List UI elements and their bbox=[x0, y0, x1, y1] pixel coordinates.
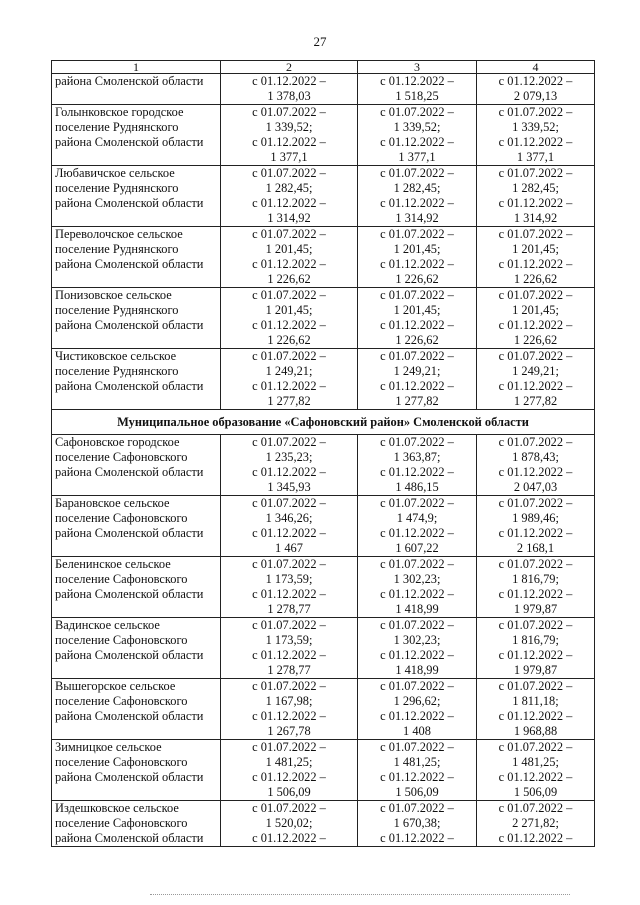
value-cell-col-2 bbox=[221, 557, 358, 618]
cell-line: с 01.12.2022 – bbox=[498, 135, 573, 149]
value-cell-col-2 bbox=[221, 435, 358, 496]
cell-line: с 01.12.2022 – bbox=[252, 318, 326, 332]
cell-line: 1 277,82 bbox=[513, 394, 558, 408]
header-col-4: 4 bbox=[477, 61, 595, 74]
cell-line: с 01.12.2022 – bbox=[380, 196, 454, 210]
cell-line: поселение Руднянского bbox=[55, 181, 179, 195]
cell-line: Вадинское сельское bbox=[55, 618, 160, 632]
cell-line: с 01.12.2022 – bbox=[498, 831, 573, 845]
value-cell-col-4 bbox=[477, 496, 595, 557]
cell-line: с 01.07.2022 – bbox=[498, 227, 573, 241]
value-cell-col-4 bbox=[477, 166, 595, 227]
value-cell-col-3 bbox=[358, 618, 477, 679]
cell-line: 1 979,87 bbox=[513, 663, 558, 677]
cell-line: с 01.07.2022 – bbox=[498, 166, 573, 180]
cell-line: 1 377,1 bbox=[516, 150, 555, 164]
cell-line: района Смоленской области bbox=[55, 196, 204, 210]
cell-line: с 01.07.2022 – bbox=[380, 557, 454, 571]
cell-line: с 01.07.2022 – bbox=[380, 618, 454, 632]
cell-line: с 01.12.2022 – bbox=[498, 709, 573, 723]
cell-line: с 01.07.2022 – bbox=[380, 740, 454, 754]
cell-line: поселение Сафоновского bbox=[55, 816, 188, 830]
table-row bbox=[52, 166, 595, 227]
value-cell-col-3 bbox=[358, 557, 477, 618]
cell-line: с 01.12.2022 – bbox=[498, 196, 573, 210]
value-cell-col-4 bbox=[477, 349, 595, 410]
cell-line: с 01.12.2022 – bbox=[252, 648, 326, 662]
table-row bbox=[52, 496, 595, 557]
cell-line: с 01.12.2022 – bbox=[252, 257, 326, 271]
cell-line: 1 467 bbox=[275, 541, 303, 555]
cell-line: поселение Сафоновского bbox=[55, 694, 188, 708]
cell-line: с 01.12.2022 – bbox=[380, 709, 454, 723]
cell-line: Переволочское сельское bbox=[55, 227, 183, 241]
tariff-table bbox=[51, 60, 595, 847]
cell-line: Беленинское сельское bbox=[55, 557, 171, 571]
page-number: 27 bbox=[313, 34, 327, 49]
settlement-name-cell bbox=[52, 227, 221, 288]
cell-line: с 01.07.2022 – bbox=[252, 679, 326, 693]
cell-line: с 01.07.2022 – bbox=[380, 349, 454, 363]
cell-line: 1 474,9; bbox=[396, 511, 438, 525]
cell-line: 1 377,1 bbox=[398, 150, 436, 164]
settlement-name-cell bbox=[52, 288, 221, 349]
cell-line: 1 314,92 bbox=[267, 211, 311, 225]
value-cell-col-2 bbox=[221, 349, 358, 410]
cell-line: 1 282,45; bbox=[393, 181, 441, 195]
value-cell-col-2 bbox=[221, 679, 358, 740]
table-row bbox=[52, 679, 595, 740]
cell-line: 1 481,25; bbox=[393, 755, 441, 769]
cell-line: с 01.07.2022 – bbox=[380, 679, 454, 693]
table-row bbox=[52, 801, 595, 847]
cell-line: 1 173,59; bbox=[265, 633, 313, 647]
cell-line: 1 506,09 bbox=[267, 785, 311, 799]
settlement-name-cell bbox=[52, 435, 221, 496]
cell-line: Сафоновское городское bbox=[55, 435, 180, 449]
cell-line: с 01.12.2022 – bbox=[380, 379, 454, 393]
cell-line: 1 249,21; bbox=[265, 364, 313, 378]
cell-line: 1 816,79; bbox=[512, 572, 559, 586]
cell-line: 1 408 bbox=[403, 724, 431, 738]
cell-line: с 01.12.2022 – bbox=[498, 257, 573, 271]
table-row bbox=[52, 618, 595, 679]
value-cell-col-2 bbox=[221, 496, 358, 557]
value-cell-col-3 bbox=[358, 74, 477, 105]
cell-line: с 01.07.2022 – bbox=[498, 679, 573, 693]
cell-line: 1 377,1 bbox=[270, 150, 308, 164]
cell-line: Голынковское городское bbox=[55, 105, 184, 119]
value-cell-col-4 bbox=[477, 557, 595, 618]
settlement-name-cell bbox=[52, 105, 221, 166]
cell-line: с 01.07.2022 – bbox=[252, 227, 326, 241]
cell-line: с 01.12.2022 – bbox=[252, 379, 326, 393]
cell-line: 1 201,45; bbox=[265, 242, 313, 256]
cell-line: 1 518,25 bbox=[395, 89, 439, 103]
table-row bbox=[52, 105, 595, 166]
cell-line: поселение Сафоновского bbox=[55, 450, 188, 464]
cell-line: района Смоленской области bbox=[55, 770, 204, 784]
cell-line: 1 226,62 bbox=[513, 333, 558, 347]
cell-line: с 01.07.2022 – bbox=[380, 288, 454, 302]
cell-line: 1 378,03 bbox=[267, 89, 311, 103]
cell-line: с 01.12.2022 – bbox=[252, 709, 326, 723]
cell-line: района Смоленской области bbox=[55, 831, 204, 845]
cell-line: поселение Руднянского bbox=[55, 303, 179, 317]
cell-line: с 01.12.2022 – bbox=[380, 318, 454, 332]
cell-line: с 01.12.2022 – bbox=[252, 74, 326, 88]
settlement-name-cell bbox=[52, 618, 221, 679]
value-cell-col-2 bbox=[221, 166, 358, 227]
cell-line: района Смоленской области bbox=[55, 379, 204, 393]
table-row bbox=[52, 349, 595, 410]
value-cell-col-4 bbox=[477, 740, 595, 801]
cell-line: 1 201,45; bbox=[512, 303, 559, 317]
cell-line: 1 339,52; bbox=[512, 120, 559, 134]
cell-line: с 01.12.2022 – bbox=[498, 526, 573, 540]
cell-line: 1 314,92 bbox=[395, 211, 439, 225]
header-col-2: 2 bbox=[221, 61, 358, 74]
cell-line: 1 481,25; bbox=[512, 755, 559, 769]
cell-line: 1 235,23; bbox=[265, 450, 313, 464]
cell-line: с 01.07.2022 – bbox=[380, 105, 454, 119]
table-row bbox=[52, 740, 595, 801]
cell-line: Издешковское сельское bbox=[55, 801, 179, 815]
cell-line: с 01.07.2022 – bbox=[498, 435, 573, 449]
cell-line: 1 278,77 bbox=[267, 663, 311, 677]
section-row bbox=[52, 410, 595, 435]
cell-line: с 01.12.2022 – bbox=[252, 587, 326, 601]
cell-line: 1 226,62 bbox=[395, 333, 439, 347]
cell-line: района Смоленской области bbox=[55, 257, 204, 271]
value-cell-col-3 bbox=[358, 288, 477, 349]
cell-line: с 01.12.2022 – bbox=[252, 135, 326, 149]
settlement-name-cell bbox=[52, 74, 221, 105]
cell-line: с 01.07.2022 – bbox=[252, 349, 326, 363]
cell-line: с 01.07.2022 – bbox=[252, 288, 326, 302]
value-cell-col-4 bbox=[477, 801, 595, 847]
cell-line: с 01.07.2022 – bbox=[380, 166, 454, 180]
cell-line: 1 277,82 bbox=[395, 394, 439, 408]
cell-line: с 01.07.2022 – bbox=[252, 496, 326, 510]
cell-line: с 01.07.2022 – bbox=[498, 288, 573, 302]
cell-line: поселение Сафоновского bbox=[55, 572, 188, 586]
cell-line: 1 201,45; bbox=[265, 303, 313, 317]
cell-line: с 01.12.2022 – bbox=[498, 318, 573, 332]
cell-line: 1 481,25; bbox=[265, 755, 313, 769]
cell-line: 1 345,93 bbox=[267, 480, 311, 494]
cell-line: 1 979,87 bbox=[513, 602, 558, 616]
cell-line: 1 173,59; bbox=[265, 572, 313, 586]
cell-line: 1 968,88 bbox=[513, 724, 558, 738]
cell-line: 2 079,13 bbox=[513, 89, 558, 103]
cell-line: с 01.12.2022 – bbox=[380, 526, 454, 540]
cell-line: 1 811,18; bbox=[512, 694, 559, 708]
value-cell-col-4 bbox=[477, 618, 595, 679]
table-row bbox=[52, 435, 595, 496]
cell-line: 1 249,21; bbox=[393, 364, 441, 378]
cell-line: с 01.12.2022 – bbox=[252, 196, 326, 210]
cell-line: 2 271,82; bbox=[512, 816, 559, 830]
cell-line: с 01.12.2022 – bbox=[380, 74, 454, 88]
table-header-row bbox=[52, 61, 595, 74]
cell-line: 1 302,23; bbox=[393, 572, 441, 586]
cell-line: 1 418,99 bbox=[395, 602, 439, 616]
settlement-name-cell bbox=[52, 801, 221, 847]
value-cell-col-3 bbox=[358, 801, 477, 847]
value-cell-col-3 bbox=[358, 740, 477, 801]
cell-line: поселение Руднянского bbox=[55, 120, 179, 134]
cell-line: с 01.07.2022 – bbox=[498, 349, 573, 363]
cell-line: 1 339,52; bbox=[265, 120, 313, 134]
cell-line: 1 302,23; bbox=[393, 633, 441, 647]
cell-line: 1 226,62 bbox=[267, 272, 311, 286]
cell-line: с 01.12.2022 – bbox=[380, 648, 454, 662]
cell-line: 1 607,22 bbox=[395, 541, 439, 555]
value-cell-col-3 bbox=[358, 349, 477, 410]
cell-line: с 01.07.2022 – bbox=[498, 801, 573, 815]
value-cell-col-3 bbox=[358, 679, 477, 740]
cell-line: Барановское сельское bbox=[55, 496, 170, 510]
cell-line: района Смоленской области bbox=[55, 648, 204, 662]
value-cell-col-2 bbox=[221, 801, 358, 847]
cell-line: 2 168,1 bbox=[516, 541, 555, 555]
cell-line: 1 520,02; bbox=[265, 816, 313, 830]
cell-line: Любавичское сельское bbox=[55, 166, 175, 180]
cell-line: 1 296,62; bbox=[393, 694, 441, 708]
cell-line: поселение Сафоновского bbox=[55, 633, 188, 647]
cell-line: поселение Руднянского bbox=[55, 364, 179, 378]
cell-line: 1 339,52; bbox=[393, 120, 441, 134]
cell-line: с 01.07.2022 – bbox=[498, 740, 573, 754]
cell-line: 1 226,62 bbox=[395, 272, 439, 286]
cell-line: 1 167,98; bbox=[265, 694, 313, 708]
value-cell-col-4 bbox=[477, 435, 595, 496]
value-cell-col-2 bbox=[221, 618, 358, 679]
cell-line: с 01.07.2022 – bbox=[498, 557, 573, 571]
cell-line: 1 363,87; bbox=[393, 450, 441, 464]
cell-line: 1 226,62 bbox=[267, 333, 311, 347]
cell-line: с 01.07.2022 – bbox=[252, 618, 326, 632]
value-cell-col-3 bbox=[358, 166, 477, 227]
cell-line: 1 670,38; bbox=[393, 816, 441, 830]
cell-line: с 01.07.2022 – bbox=[380, 227, 454, 241]
cell-line: района Смоленской области bbox=[55, 74, 204, 88]
cell-line: 1 201,45; bbox=[393, 303, 441, 317]
cell-line: с 01.12.2022 – bbox=[380, 770, 454, 784]
table-row bbox=[52, 288, 595, 349]
cell-line: поселение Руднянского bbox=[55, 242, 179, 256]
cell-line: с 01.12.2022 – bbox=[380, 587, 454, 601]
cell-line: с 01.07.2022 – bbox=[252, 105, 326, 119]
bottom-scan-line bbox=[150, 894, 570, 896]
cell-line: 1 267,78 bbox=[267, 724, 311, 738]
cell-line: района Смоленской области bbox=[55, 526, 204, 540]
cell-line: 1 314,92 bbox=[513, 211, 558, 225]
cell-line: с 01.07.2022 – bbox=[498, 618, 573, 632]
settlement-name-cell bbox=[52, 349, 221, 410]
cell-line: Зимницкое сельское bbox=[55, 740, 162, 754]
cell-line: 2 047,03 bbox=[513, 480, 558, 494]
cell-line: Вышегорское сельское bbox=[55, 679, 176, 693]
settlement-name-cell bbox=[52, 740, 221, 801]
cell-line: 1 816,79; bbox=[512, 633, 559, 647]
value-cell-col-3 bbox=[358, 227, 477, 288]
cell-line: с 01.12.2022 – bbox=[498, 770, 573, 784]
table-body bbox=[52, 61, 595, 847]
cell-line: 1 249,21; bbox=[512, 364, 559, 378]
cell-line: с 01.12.2022 – bbox=[252, 526, 326, 540]
cell-line: с 01.12.2022 – bbox=[380, 135, 454, 149]
value-cell-col-2 bbox=[221, 74, 358, 105]
cell-line: поселение Сафоновского bbox=[55, 511, 188, 525]
value-cell-col-3 bbox=[358, 105, 477, 166]
value-cell-col-2 bbox=[221, 227, 358, 288]
cell-line: 1 486,15 bbox=[395, 480, 439, 494]
cell-line: 1 878,43; bbox=[512, 450, 559, 464]
cell-line: 1 201,45; bbox=[393, 242, 441, 256]
cell-line: 1 277,82 bbox=[267, 394, 311, 408]
cell-line: с 01.12.2022 – bbox=[498, 379, 573, 393]
cell-line: 1 278,77 bbox=[267, 602, 311, 616]
cell-line: с 01.07.2022 – bbox=[498, 496, 573, 510]
value-cell-col-4 bbox=[477, 74, 595, 105]
cell-line: района Смоленской области bbox=[55, 709, 204, 723]
cell-line: с 01.12.2022 – bbox=[498, 587, 573, 601]
value-cell-col-4 bbox=[477, 105, 595, 166]
settlement-name-cell bbox=[52, 557, 221, 618]
cell-line: района Смоленской области bbox=[55, 587, 204, 601]
cell-line: с 01.12.2022 – bbox=[380, 465, 454, 479]
cell-line: 1 226,62 bbox=[513, 272, 558, 286]
header-col-3: 3 bbox=[358, 61, 477, 74]
cell-line: с 01.07.2022 – bbox=[380, 496, 454, 510]
cell-line: с 01.12.2022 – bbox=[380, 831, 454, 845]
cell-line: с 01.07.2022 – bbox=[252, 166, 326, 180]
cell-line: с 01.07.2022 – bbox=[252, 435, 326, 449]
value-cell-col-2 bbox=[221, 105, 358, 166]
value-cell-col-4 bbox=[477, 288, 595, 349]
table-row bbox=[52, 557, 595, 618]
cell-line: с 01.07.2022 – bbox=[252, 801, 326, 815]
cell-line: 1 506,09 bbox=[513, 785, 558, 799]
value-cell-col-4 bbox=[477, 679, 595, 740]
value-cell-col-4 bbox=[477, 227, 595, 288]
cell-line: с 01.12.2022 – bbox=[498, 465, 573, 479]
cell-line: 1 282,45; bbox=[512, 181, 559, 195]
table-row bbox=[52, 74, 595, 105]
value-cell-col-3 bbox=[358, 496, 477, 557]
table-row bbox=[52, 227, 595, 288]
cell-line: с 01.12.2022 – bbox=[498, 74, 573, 88]
cell-line: района Смоленской области bbox=[55, 318, 204, 332]
cell-line: с 01.07.2022 – bbox=[498, 105, 573, 119]
cell-line: с 01.07.2022 – bbox=[380, 801, 454, 815]
cell-line: с 01.12.2022 – bbox=[252, 831, 326, 845]
cell-line: с 01.12.2022 – bbox=[252, 770, 326, 784]
cell-line: 1 201,45; bbox=[512, 242, 559, 256]
value-cell-col-2 bbox=[221, 740, 358, 801]
cell-line: с 01.12.2022 – bbox=[380, 257, 454, 271]
value-cell-col-3 bbox=[358, 435, 477, 496]
cell-line: с 01.07.2022 – bbox=[380, 435, 454, 449]
settlement-name-cell bbox=[52, 166, 221, 227]
cell-line: с 01.07.2022 – bbox=[252, 740, 326, 754]
cell-line: поселение Сафоновского bbox=[55, 755, 188, 769]
value-cell-col-2 bbox=[221, 288, 358, 349]
settlement-name-cell bbox=[52, 679, 221, 740]
cell-line: 1 282,45; bbox=[265, 181, 313, 195]
cell-line: с 01.07.2022 – bbox=[252, 557, 326, 571]
cell-line: с 01.12.2022 – bbox=[498, 648, 573, 662]
cell-line: района Смоленской области bbox=[55, 135, 204, 149]
cell-line: Чистиковское сельское bbox=[55, 349, 177, 363]
header-col-1: 1 bbox=[52, 61, 221, 74]
cell-line: 1 346,26; bbox=[265, 511, 313, 525]
cell-line: 1 506,09 bbox=[395, 785, 439, 799]
cell-line: с 01.12.2022 – bbox=[252, 465, 326, 479]
cell-line: Понизовское сельское bbox=[55, 288, 172, 302]
cell-line: 1 989,46; bbox=[512, 511, 559, 525]
section-title: Муниципальное образование «Сафоновский район» Смоленской области bbox=[52, 410, 595, 435]
cell-line: 1 418,99 bbox=[395, 663, 439, 677]
settlement-name-cell bbox=[52, 496, 221, 557]
cell-line: района Смоленской области bbox=[55, 465, 204, 479]
